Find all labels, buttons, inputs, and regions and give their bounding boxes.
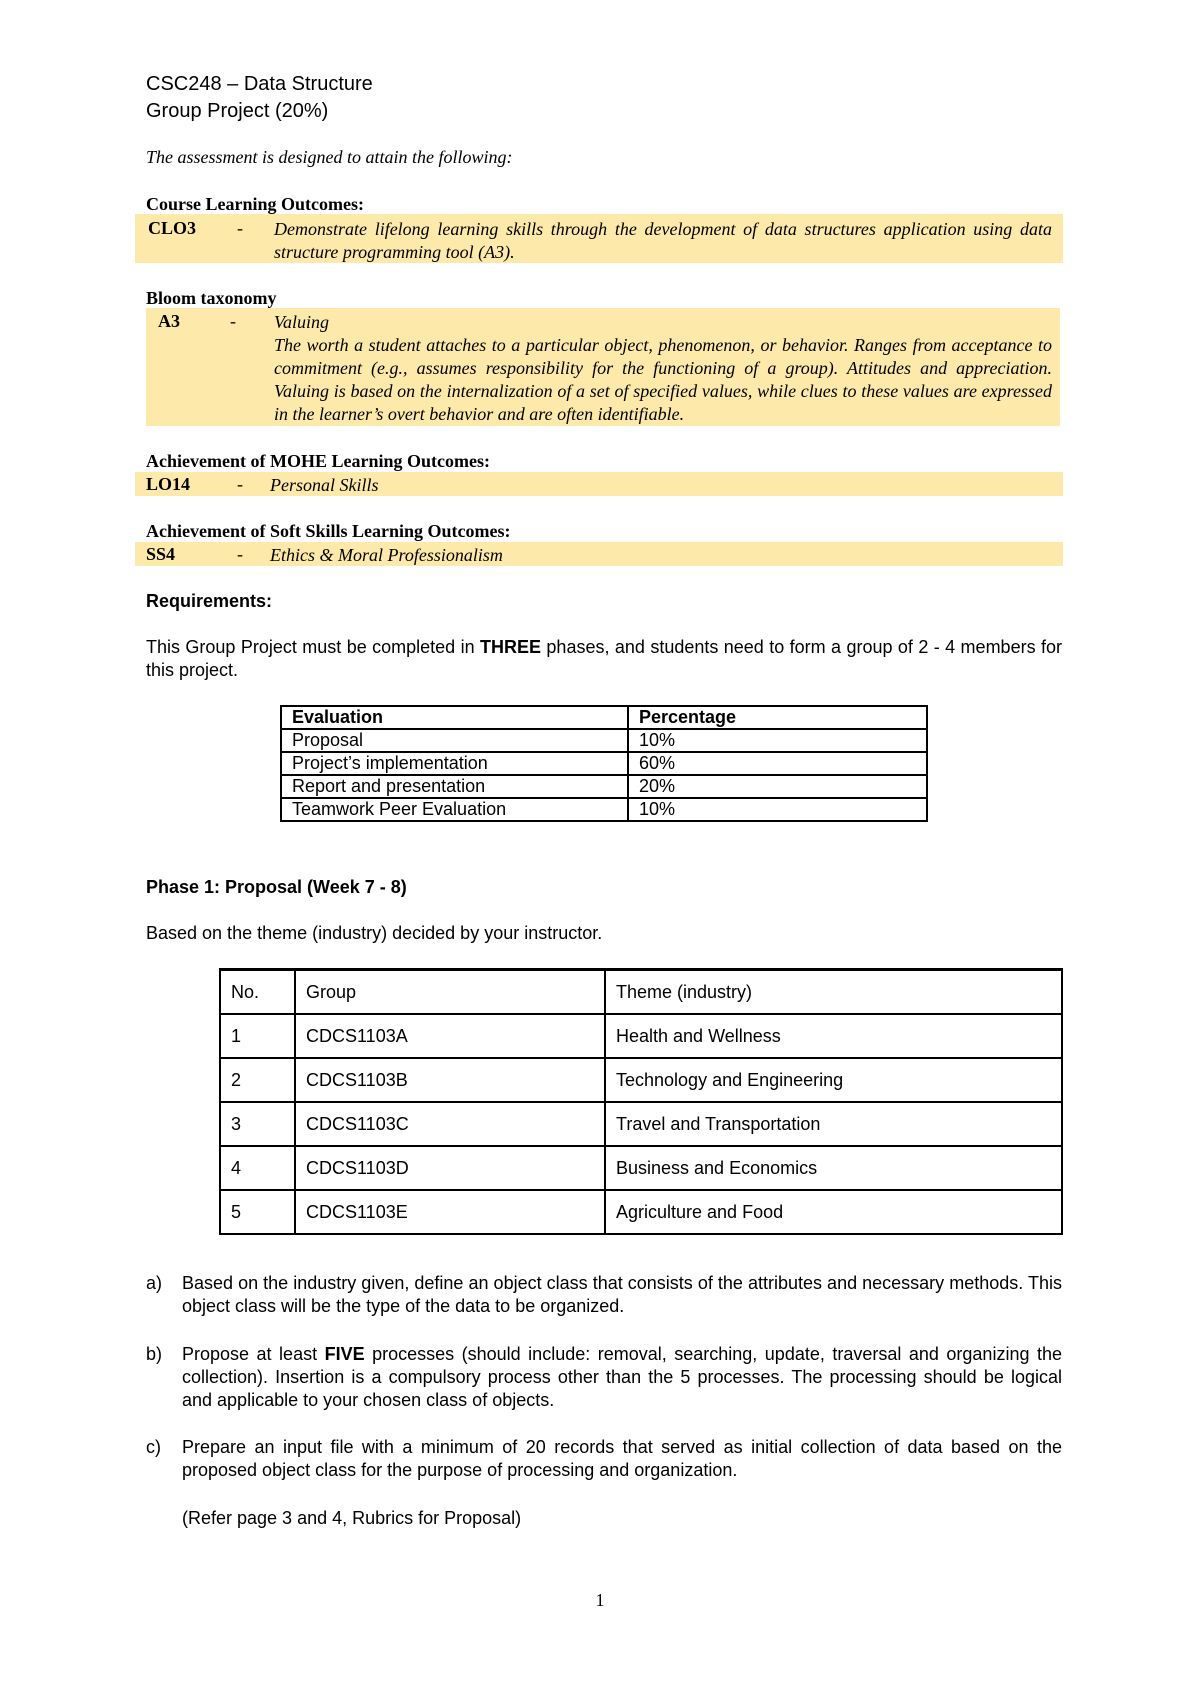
table-header-row (281, 706, 927, 729)
table-cell: 5 (220, 1190, 295, 1234)
table-cell: CDCS1103E (295, 1190, 605, 1234)
table-cell: Technology and Engineering (605, 1058, 1062, 1102)
task-b-bold: FIVE (324, 1344, 365, 1364)
bloom-code: A3 (158, 311, 180, 331)
table-header-row (220, 970, 1062, 1015)
task-a-text: Based on the industry given, define an object class that consists of the attributes and necessary methods. This object class will be the type of the data to be organized. (182, 1273, 1062, 1316)
table-cell: 2 (220, 1058, 295, 1102)
course-title: CSC248 – Data Structure (146, 73, 373, 95)
table-cell: Report and presentation (281, 775, 628, 798)
table-cell: 20% (628, 775, 927, 798)
requirements-bold: THREE (480, 637, 542, 657)
project-title: Group Project (20%) (146, 100, 329, 122)
bloom-title: Valuing (274, 312, 330, 332)
task-c-text: Prepare an input file with a minimum of 20 records that served as initial collection of data based on the proposed object class for the purpose of processing and organization. (182, 1437, 1062, 1480)
phase1-heading: Phase 1: Proposal (Week 7 - 8) (146, 877, 407, 897)
list-marker: c) (146, 1437, 161, 1457)
requirements-text: This Group Project must be completed in THREE phases, and students need to form a group of 2 - 4 members for this project. (146, 637, 1062, 680)
theme-table (219, 968, 1063, 1235)
task-b-text: Propose at least FIVE processes (should include: removal, searching, update, traversal and organizing the collection). Insertion is a compulsory process other than the 5 processes. The processing should be logical and applicable to your chosen class of objects. (182, 1344, 1062, 1410)
table-cell: 3 (220, 1102, 295, 1146)
table-row (220, 1190, 1062, 1234)
table-cell: Health and Wellness (605, 1014, 1062, 1058)
mohe-heading: Achievement of MOHE Learning Outcomes: (146, 451, 490, 471)
table-header-cell: Percentage (628, 706, 927, 729)
clo-text: Demonstrate lifelong learning skills through the development of data structures application using data structure programming tool (A3). (274, 219, 1052, 262)
clo-code: CLO3 (148, 218, 197, 238)
table-header-cell: No. (220, 970, 295, 1015)
table-cell: 10% (628, 798, 927, 821)
soft-text: Ethics & Moral Professionalism (270, 545, 503, 565)
table-cell: CDCS1103D (295, 1146, 605, 1190)
table-cell: 60% (628, 752, 927, 775)
table-cell: Business and Economics (605, 1146, 1062, 1190)
soft-heading: Achievement of Soft Skills Learning Outcomes: (146, 521, 511, 541)
page-number: 1 (595, 1590, 605, 1610)
table-cell: Proposal (281, 729, 628, 752)
table-cell: Agriculture and Food (605, 1190, 1062, 1234)
intro-text: The assessment is designed to attain the following: (146, 147, 513, 167)
table-row (220, 1146, 1062, 1190)
table-row (220, 1014, 1062, 1058)
soft-code: SS4 (146, 544, 176, 564)
bloom-dash: - (230, 311, 236, 331)
table-cell: 4 (220, 1146, 295, 1190)
table-cell: 1 (220, 1014, 295, 1058)
mohe-code: LO14 (146, 474, 191, 494)
evaluation-table (280, 705, 928, 822)
table-cell: CDCS1103C (295, 1102, 605, 1146)
soft-dash: - (237, 544, 243, 564)
clo-dash: - (237, 218, 243, 238)
bloom-text: The worth a student attaches to a particular object, phenomenon, or behavior. Ranges from acceptance to commitment (e.g., assumes responsibility for the functioning of a group). Attitudes and appreciation. Valuing is based on the internalization of a set of specified values, while clues to these values are expressed in the learner’s overt behavior and are often identifiable. (274, 335, 1052, 424)
mohe-dash: - (237, 474, 243, 494)
rubric-reference: (Refer page 3 and 4, Rubrics for Proposal) (182, 1508, 522, 1528)
table-cell: CDCS1103A (295, 1014, 605, 1058)
table-cell: Teamwork Peer Evaluation (281, 798, 628, 821)
table-header-cell: Group (295, 970, 605, 1015)
table-cell: CDCS1103B (295, 1058, 605, 1102)
list-marker: a) (146, 1273, 163, 1293)
table-cell: Travel and Transportation (605, 1102, 1062, 1146)
table-header-cell: Theme (industry) (605, 970, 1062, 1015)
bloom-heading: Bloom taxonomy (146, 288, 277, 308)
table-row (281, 729, 927, 752)
table-row (220, 1058, 1062, 1102)
table-cell: 10% (628, 729, 927, 752)
table-row (220, 1102, 1062, 1146)
table-row (281, 775, 927, 798)
table-header-cell: Evaluation (281, 706, 628, 729)
requirements-heading: Requirements: (146, 591, 273, 611)
table-cell: Project’s implementation (281, 752, 628, 775)
clo-heading: Course Learning Outcomes: (146, 194, 364, 214)
table-row (281, 752, 927, 775)
mohe-text: Personal Skills (270, 475, 379, 495)
table-row (281, 798, 927, 821)
list-marker: b) (146, 1344, 163, 1364)
phase1-intro: Based on the theme (industry) decided by your instructor. (146, 923, 603, 943)
